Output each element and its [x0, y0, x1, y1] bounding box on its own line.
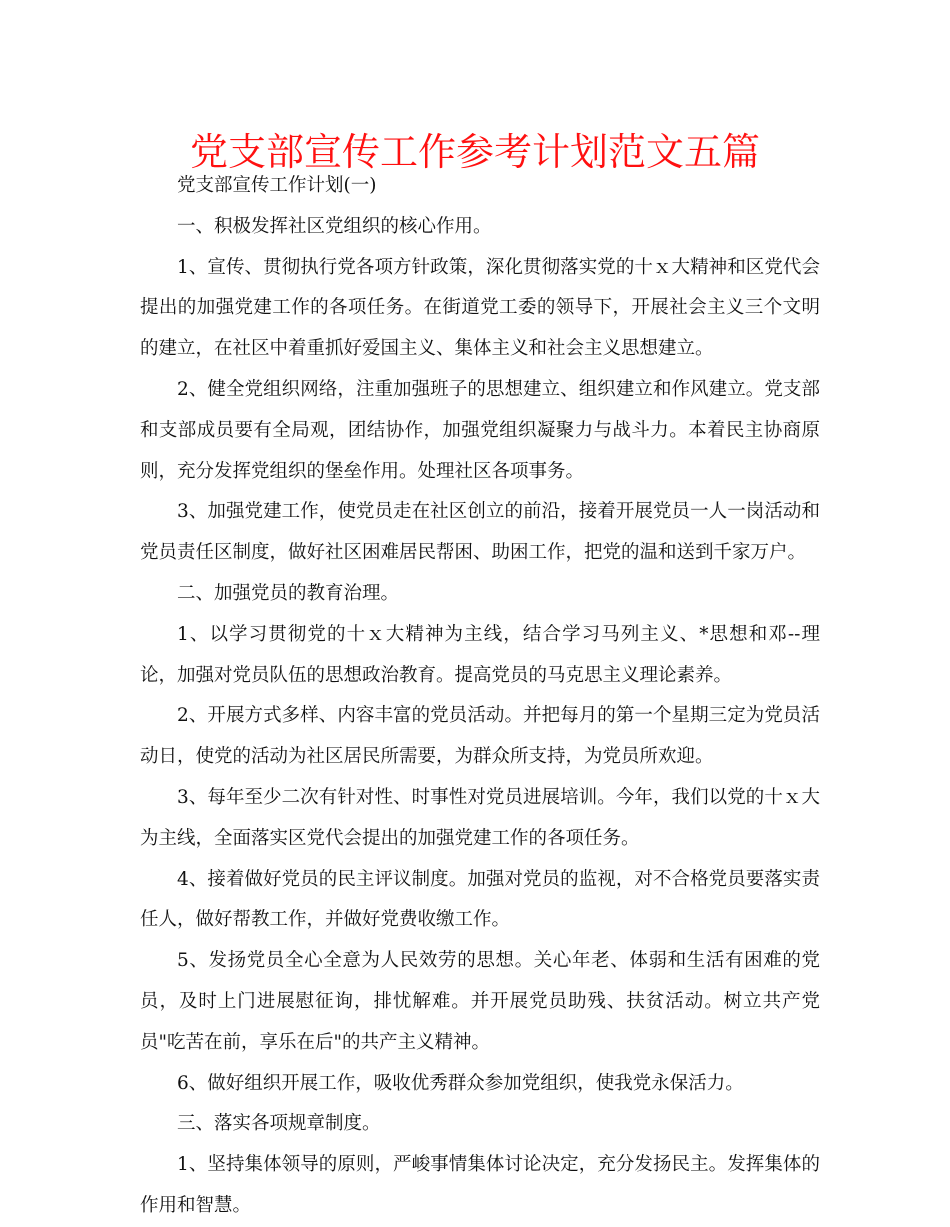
paragraph: 2、健全党组织网络，注重加强班子的思想建立、组织建立和作风建立。党支部和支部成员要有全局观，团结协作，加强党组织凝聚力与战斗力。本着民主协商原则，充分发挥党组织的堡垒作用。处理社区各项事务。 [140, 378, 820, 482]
document-body [140, 166, 820, 1227]
paragraph-subtitle: 党支部宣传工作计划(一) [177, 175, 377, 196]
section-heading-1: 一、积极发挥社区党组织的核心作用。 [177, 215, 492, 237]
paragraph: 3、每年至少二次有针对性、时事性对党员进展培训。今年，我们以党的十ｘ大为主线，全面落实区党代会提出的加强党建工作的各项任务。 [140, 786, 820, 849]
paragraph: 2、开展方式多样、内容丰富的党员活动。并把每月的第一个星期三定为党员活动日，使党的活动为社区居民所需要，为群众所支持，为党员所欢迎。 [140, 705, 820, 768]
paragraph: 3、加强党建工作，使党员走在社区创立的前沿，接着开展党员一人一岗活动和党员责任区制度，做好社区困难居民帮困、助困工作，把党的温和送到千家万户。 [140, 501, 820, 564]
section-heading-2: 二、加强党员的教育治理。 [177, 582, 400, 604]
paragraph: 1、宣传、贯彻执行党各项方针政策，深化贯彻落实党的十ｘ大精神和区党代会提出的加强党建工作的各项任务。在街道党工委的领导下，开展社会主义三个文明的建立，在社区中着重抓好爱国主义、集体主义和社会主义思想建立。 [140, 256, 820, 360]
paragraph: 4、接着做好党员的民主评议制度。加强对党员的监视，对不合格党员要落实责任人，做好帮教工作，并做好党费收缴工作。 [140, 868, 820, 931]
section-heading-3: 三、落实各项规章制度。 [177, 1113, 381, 1135]
page-title: 党支部宣传工作参考计划范文五篇 [189, 130, 760, 174]
paragraph: 1、以学习贯彻党的十ｘ大精神为主线，结合学习马列主义、*思想和邓--理论，加强对党员队伍的思想政治教育。提高党员的马克思主义理论素养。 [140, 623, 820, 686]
paragraph: 1、坚持集体领导的原则，严峻事情集体讨论决定，充分发扬民主。发挥集体的作用和智慧。 [140, 1154, 820, 1216]
paragraph: 5、发扬党员全心全意为人民效劳的思想。关心年老、体弱和生活有困难的党员，及时上门进展慰征询，排忧解难。并开展党员助残、扶贫活动。树立共产党员"吃苦在前，享乐在后"的共产主义精神。 [140, 950, 820, 1053]
paragraph: 6、做好组织开展工作，吸收优秀群众参加党组织，使我党永保活力。 [177, 1072, 744, 1094]
